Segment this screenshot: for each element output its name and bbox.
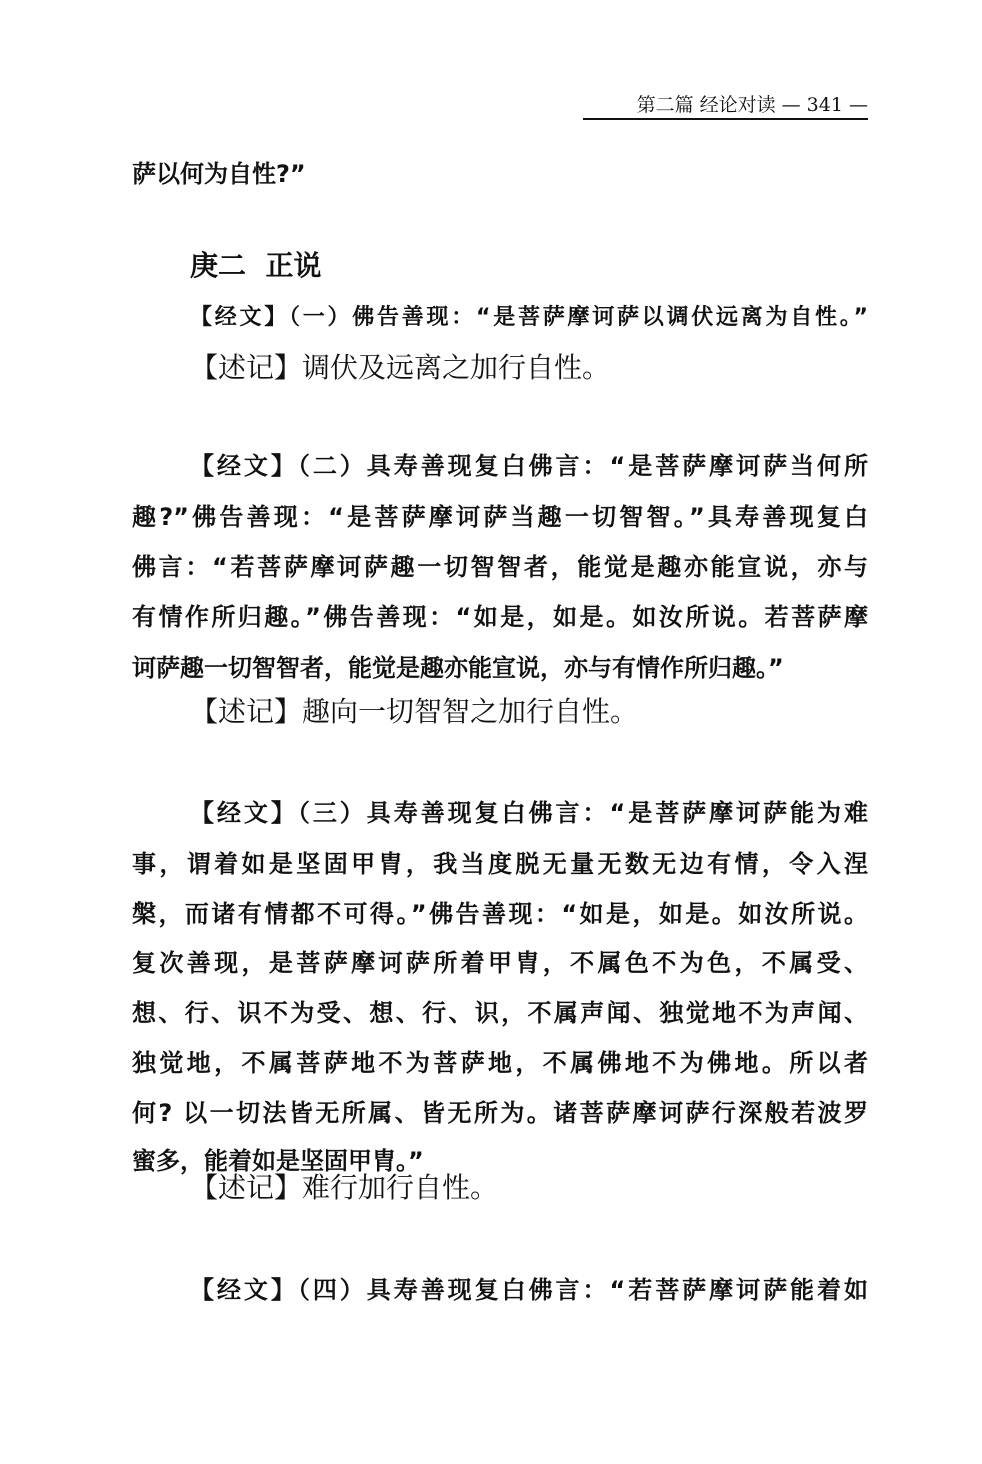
- sutra-line: 复次善现，是菩萨摩诃萨所着甲胄，不属色不为色，不属受、: [132, 949, 868, 977]
- text-line: 萨以何为自性?”: [132, 160, 306, 188]
- sutra-line: 【经文】（四）具寿善现复白佛言：“若菩萨摩诃萨能着如: [190, 1276, 868, 1304]
- commentary-line: 【述记】调伏及远离之加行自性。: [190, 351, 611, 384]
- sutra-line: 事，谓着如是坚固甲胄，我当度脱无量无数无边有情，令入涅: [132, 850, 868, 878]
- sutra-line: 槃，而诸有情都不可得。”佛告善现：“如是，如是。如汝所说。: [132, 900, 868, 928]
- sutra-line: 蜜多，能着如是坚固甲胄。”: [132, 1147, 424, 1175]
- sutra-line: 想、行、识不为受、想、行、识，不属声闻、独觉地不为声闻、: [132, 999, 868, 1027]
- sutra-line: 【经文】（三）具寿善现复白佛言：“是菩萨摩诃萨能为难: [190, 799, 868, 827]
- sutra-line: 【经文】（二）具寿善现复白佛言：“是菩萨摩诃萨当何所: [190, 452, 868, 480]
- section-heading: 庚二 正说: [190, 249, 322, 282]
- header-rule: [583, 118, 868, 120]
- sutra-line: 何? 以一切法皆无所属、皆无所为。诸菩萨摩诃萨行深般若波罗: [132, 1099, 868, 1127]
- sutra-line: 趣?”佛告善现：“是菩萨摩诃萨当趣一切智智。”具寿善现复白: [132, 503, 868, 531]
- sutra-line: 佛言：“若菩萨摩诃萨趣一切智智者，能觉是趣亦能宣说，亦与: [132, 553, 868, 581]
- sutra-line: 独觉地，不属菩萨地不为菩萨地，不属佛地不为佛地。所以者: [132, 1049, 868, 1077]
- sutra-line: 有情作所归趣。”佛告善现：“如是，如是。如汝所说。若菩萨摩: [132, 603, 868, 631]
- commentary-line: 【述记】趣向一切智智之加行自性。: [190, 695, 639, 728]
- sutra-line: 诃萨趣一切智智者，能觉是趣亦能宣说，亦与有情作所归趣。”: [132, 654, 784, 682]
- sutra-line: 【经文】（一）佛告善现：“是菩萨摩诃萨以调伏远离为自性。”: [190, 305, 868, 330]
- commentary-line: 【述记】难行加行自性。: [190, 1171, 499, 1204]
- running-header: 第二篇 经论对读 — 341 —: [636, 94, 868, 116]
